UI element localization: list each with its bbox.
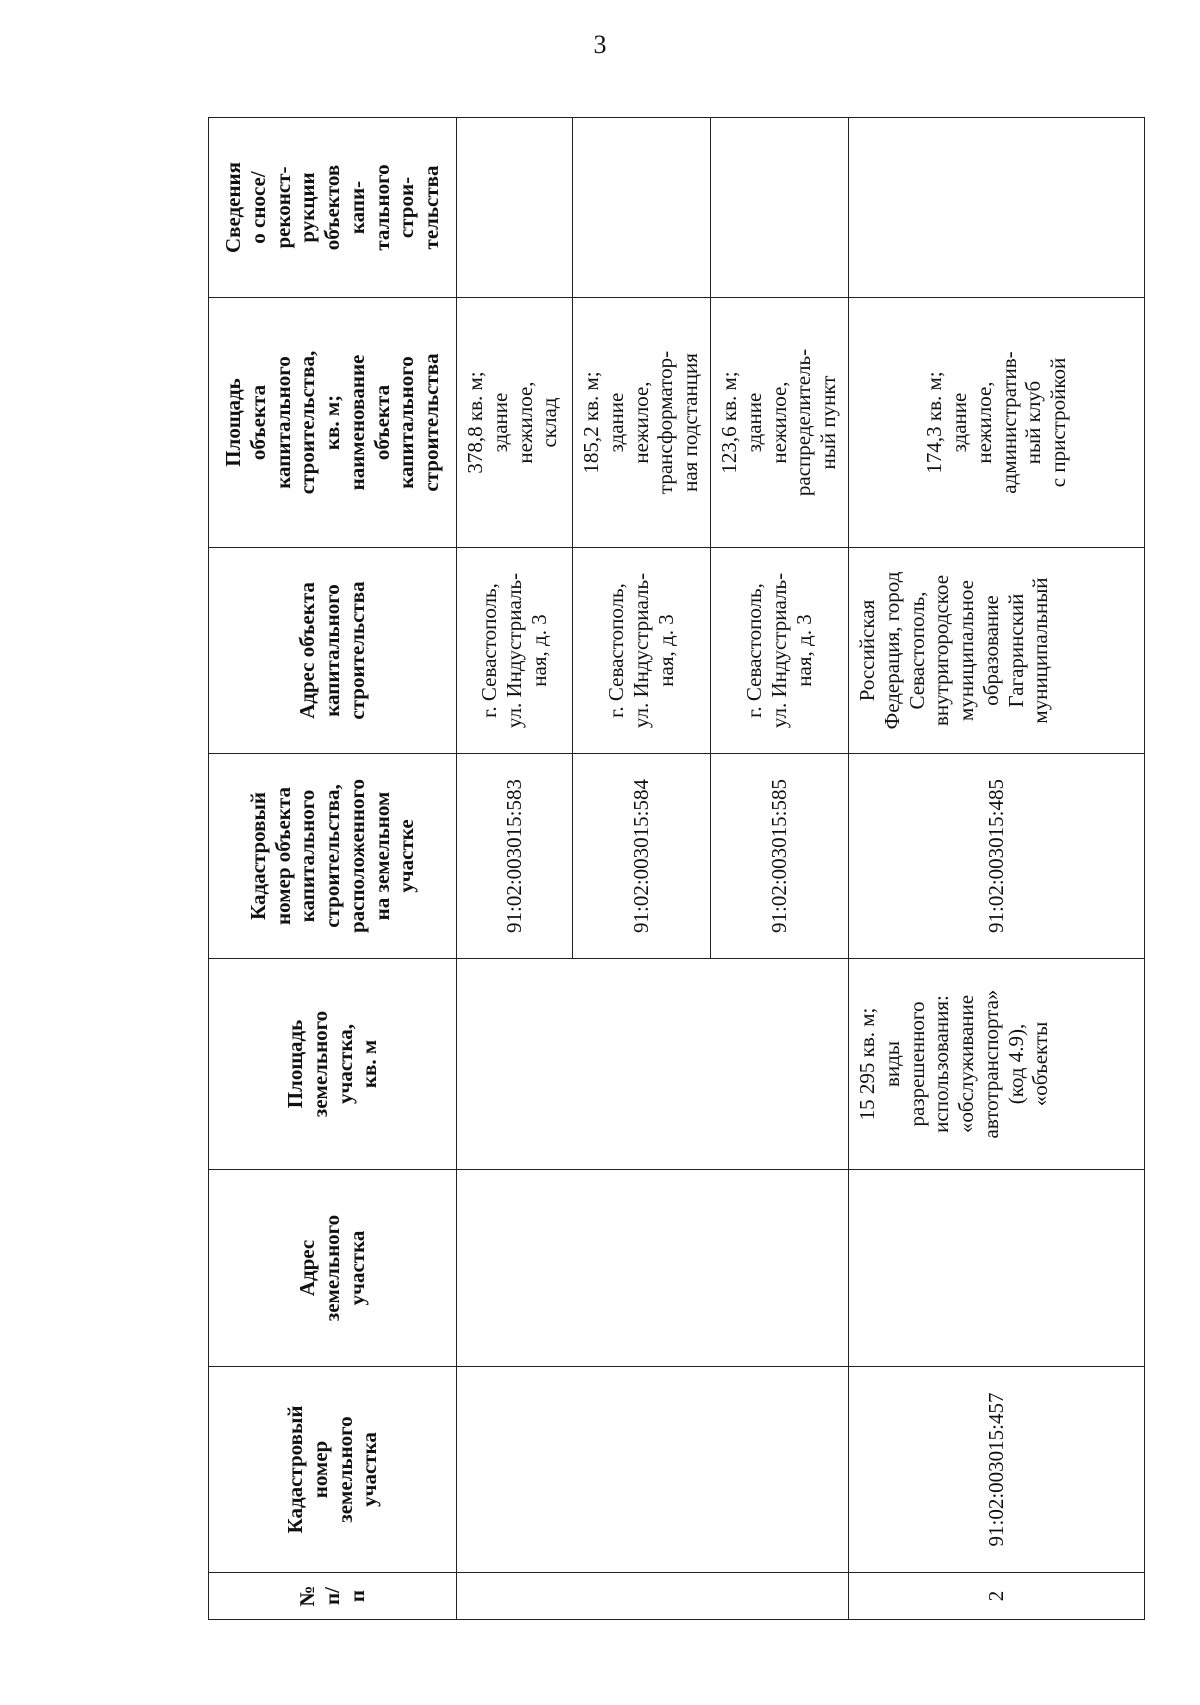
cell-num: [457, 1573, 849, 1620]
header-demolition: Сведения о сносе/ реконст- рукции объектов капи- тального строи- тельства: [209, 118, 457, 298]
cell-object-address: г. Севастополь, ул. Индустриаль- ная, д. 3: [573, 548, 711, 754]
cell-land-cadastral: [457, 1367, 849, 1573]
cell-demolition: [849, 118, 1145, 298]
cell-object-address: Российская Федерация, город Севастополь, внутригородское муниципальное образование Гагаринский муниципальный: [849, 548, 1145, 754]
cell-demolition: [573, 118, 711, 298]
land-objects-table: [208, 117, 1145, 1620]
header-object-address: Адрес объекта капитального строительства: [209, 548, 457, 754]
cell-object-cadastral: 91:02:003015:585: [711, 754, 849, 959]
cell-object-cadastral: 91:02:003015:485: [849, 754, 1145, 959]
cell-object-area: 378,8 кв. м; здание нежилое, склад: [457, 298, 573, 548]
rotated-table-wrapper: [208, 118, 1144, 1620]
cell-demolition: [457, 118, 573, 298]
header-land-address: Адрес земельного участка: [209, 1170, 457, 1367]
cell-object-area: 185,2 кв. м; здание нежилое, трансформатор- ная подстанция: [573, 298, 711, 548]
cell-object-address: г. Севастополь, ул. Индустриаль- ная, д. 3: [457, 548, 573, 754]
cell-land-address: [849, 1170, 1145, 1367]
header-land-area: Площадь земельного участка, кв. м: [209, 959, 457, 1170]
header-num: № п/ п: [209, 1573, 457, 1620]
table-header-row: [209, 118, 457, 1620]
table-row: [457, 118, 573, 1620]
header-object-cadastral: Кадастровый номер объекта капитального строительства, расположенного на земельном участке: [209, 754, 457, 959]
cell-demolition: [711, 118, 849, 298]
table-row: [849, 118, 1145, 1620]
header-object-area: Площадь объекта капитального строительства, кв. м; наименование объекта капитального строительства: [209, 298, 457, 548]
cell-land-address: [457, 1170, 849, 1367]
cell-object-cadastral: 91:02:003015:584: [573, 754, 711, 959]
header-land-cadastral: Кадастровый номер земельного участка: [209, 1367, 457, 1573]
cell-land-area: [457, 959, 849, 1170]
cell-object-cadastral: 91:02:003015:583: [457, 754, 573, 959]
page-number: 3: [593, 30, 607, 59]
cell-land-cadastral: 91:02:003015:457: [849, 1367, 1145, 1573]
cell-object-address: г. Севастополь, ул. Индустриаль- ная, д. 3: [711, 548, 849, 754]
cell-object-area: 174,3 кв. м; здание нежилое, административ- ный клуб с пристройкой: [849, 298, 1145, 548]
cell-object-area: 123,6 кв. м; здание нежилое, распределитель- ный пункт: [711, 298, 849, 548]
cell-land-area: 15 295 кв. м; виды разрешенного использования: «обслуживание автотранспорта» (код 4.9), «объекты: [849, 959, 1145, 1170]
cell-num: 2: [849, 1573, 1145, 1620]
